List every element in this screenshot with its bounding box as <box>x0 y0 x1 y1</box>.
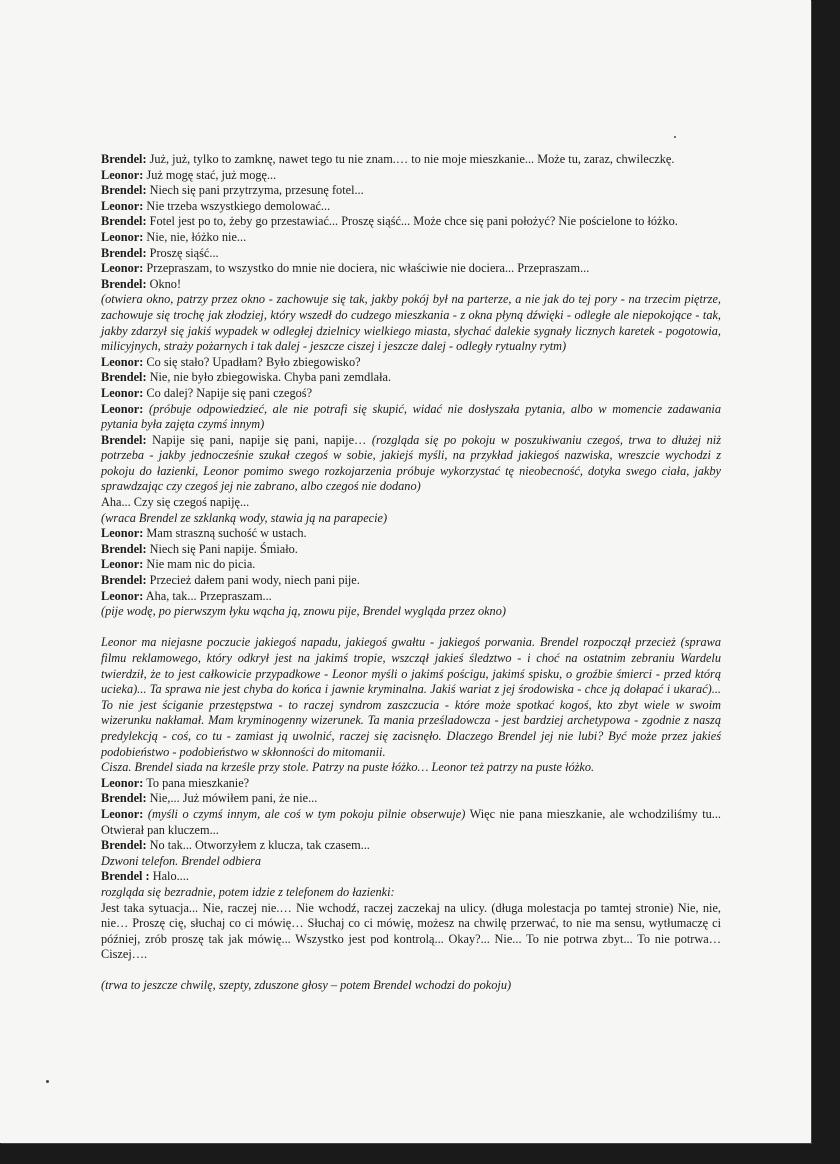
italic-text: (wraca Brendel ze szklanką wody, stawia ją na parapecie) <box>101 510 388 525</box>
dialogue-line <box>101 838 721 854</box>
speaker-name: Brendel: <box>101 838 147 853</box>
line-text: Okno! <box>146 276 182 291</box>
stage-direction <box>101 511 721 527</box>
speaker-name: Brendel : <box>101 869 150 884</box>
line-text: Halo.... <box>149 869 189 884</box>
text-line <box>101 901 721 963</box>
line-text: Fotel jest po to, żeby go przestawiać... Proszę siąść... Może chce się pani położyć? Nie pościelone to łóżko. <box>146 214 678 229</box>
speaker-name: Brendel: <box>101 791 147 806</box>
speaker-name: Brendel: <box>101 573 147 588</box>
dialogue-line <box>101 557 721 573</box>
speaker-name: Leonor: <box>101 588 144 603</box>
line-text: No tak... Otworzyłem z klucza, tak czasem... <box>146 838 370 853</box>
stage-direction <box>101 635 721 760</box>
dialogue-line <box>101 152 721 168</box>
stage-direction <box>101 885 721 901</box>
italic-text: (trwa to jeszcze chwilę, szepty, zduszone głosy – potem Brendel wchodzi do pokoju) <box>101 978 512 993</box>
dialogue-line <box>101 791 721 807</box>
dialogue-line <box>101 573 721 589</box>
italic-text: Leonor ma niejasne poczucie jakiegoś napadu, jakiegoś gwałtu - jakiegoś porwania. Brendel rozpoczął przecież (sprawa filmu reklamowego, który odkrył jest na jakimś tropie, wszczął jakieś śledztwo - i choć na ostatnim zebraniu Wardelu twierdził, że to jest całkowicie przypadkowe - Leonor myśli o jakimś pościgu, jakimś spisku, o groźbie śmierci - przed którą ucieka)... Ta sprawa nie jest chyba do końca i jawnie kryminalna. Jakiś wariat z jej środowiska - chce ją dołapać i ukarać)... To nie jest ściganie przestępstwa - to raczej syndrom zaszczucia - które może spotkać kogoś, kto zbyt wiele w swoim wizerunku nakłamał. Mam kryminogenny wizerunek. Ta mania prześladowcza - jest bardziej archetypowa - zgodnie z naszą predylekcją - coś, co tu - zamiast ją uwolnić, raczej się zacisnęło. Dlaczego Brendel jej nie lubi? Być może przez jakieś podobieństwo - podobieństwo w skłonności do mitomanii. <box>101 635 721 759</box>
script-text <box>101 152 721 994</box>
dialogue-line <box>101 370 721 386</box>
line-text: Przecież dałem pani wody, niech pani pije. <box>146 573 360 588</box>
line-text: Aha, tak... Przepraszam... <box>143 588 272 603</box>
speaker-name: Leonor: <box>101 806 144 821</box>
speaker-name: Leonor: <box>101 401 144 416</box>
speaker-name: Leonor: <box>101 354 144 369</box>
dialogue-line <box>101 433 721 495</box>
speaker-name: Leonor: <box>101 557 144 572</box>
speaker-name: Leonor: <box>101 775 144 790</box>
blank-line <box>101 620 721 636</box>
italic-text: (rozgląda się po pokoju w poszukiwaniu czegoś, trwa to dłużej niż potrzeba - jakby jednocześnie szukał czegoś w sobie, jakiejś myśli, na przykład jakiegoś nazwiska, wreszcie wychodzi z pokoju do łazienki, Leonor pomimo swego rozkojarzenia próbuje wykorzystać tę nieobecność, dotyka swego ciała, jakby sprawdzając czy czegoś jej nie zabrano, albo czegoś nie dodano) <box>101 432 721 494</box>
line-text: Niech się Pani napije. Śmiało. <box>146 541 298 556</box>
line-text: Niech się pani przytrzyma, przesunę fotel... <box>146 183 364 198</box>
speaker-name: Brendel: <box>101 183 147 198</box>
dialogue-line <box>101 869 721 885</box>
speaker-name: Leonor: <box>101 261 144 276</box>
italic-text: rozgląda się bezradnie, potem idzie z telefonem do łazienki: <box>101 884 395 899</box>
line-text: To pana mieszkanie? <box>143 775 250 790</box>
italic-text: (pije wodę, po pierwszym łyku wącha ją, znowu pije, Brendel wygląda przez okno) <box>101 604 506 619</box>
dialogue-line <box>101 386 721 402</box>
speaker-name: Brendel: <box>101 541 147 556</box>
line-text: Nie trzeba wszystkiego demolować... <box>143 198 331 213</box>
line-text: Już, już, tylko to zamknę, nawet tego tu nie znam.… to nie moje mieszkanie... Może tu, zaraz, chwileczkę. <box>146 152 675 166</box>
dialogue-line <box>101 277 721 293</box>
line-text: Co dalej? Napije się pani czegoś? <box>143 385 313 400</box>
speaker-name: Brendel: <box>101 152 147 166</box>
line-text: Przepraszam, to wszystko do mnie nie dociera, nic właściwie nie dociera... Przepraszam... <box>143 261 590 276</box>
line-text: Mam straszną suchość w ustach. <box>143 526 307 541</box>
line-text: Już mogę stać, już mogę... <box>143 167 277 182</box>
dialogue-line <box>101 402 721 433</box>
italic-text: (próbuje odpowiedzieć, ale nie potrafi się skupić, widać nie dosłyszała pytania, albo w momencie zadawania pytania była zajęta czymś innym) <box>101 401 721 432</box>
italic-text: Dzwoni telefon. Brendel odbiera <box>101 853 262 868</box>
speaker-name: Leonor: <box>101 229 144 244</box>
speaker-name: Brendel: <box>101 245 147 260</box>
speaker-name: Leonor: <box>101 198 144 213</box>
dialogue-line <box>101 807 721 838</box>
speaker-name: Brendel: <box>101 276 147 291</box>
dialogue-line <box>101 776 721 792</box>
text-line <box>101 495 721 511</box>
stage-direction <box>101 978 721 994</box>
line-text: Napije się pani, napije się pani, napije… <box>146 432 372 447</box>
speaker-name: Leonor: <box>101 385 144 400</box>
dialogue-line <box>101 168 721 184</box>
speaker-name: Brendel: <box>101 214 147 229</box>
dialogue-line <box>101 542 721 558</box>
italic-text: Cisza. Brendel siada na krześle przy stole. Patrzy na puste łóżko… Leonor też patrzy na puste łóżko. <box>101 760 595 775</box>
line-text: Nie mam nic do picia. <box>143 557 256 572</box>
dialogue-line <box>101 214 721 230</box>
line-text: Nie, nie było zbiegowiska. Chyba pani zemdlała. <box>146 370 392 385</box>
dialogue-line <box>101 183 721 199</box>
line-text: Jest taka sytuacja... Nie, raczej nie.… Nie wchodź, raczej zaczekaj na ulicy. (długa molestacja po tamtej stronie) Nie, nie, nie… Proszę cię, słuchaj co ci mówię… Słuchaj co ci mówię, możesz na chwilę przerwać, to nie ma sensu, wytłumaczę ci później, zrób proszę tak jak mówię... Wszystko jest pod kontrolą... Okay?... Nie... To nie potrwa zbyt... To nie potrwa… Ciszej…. <box>101 900 721 962</box>
dialogue-line <box>101 526 721 542</box>
line-text: Proszę siąść... <box>146 245 219 260</box>
stage-direction <box>101 760 721 776</box>
stage-direction <box>101 604 721 620</box>
dust-speck <box>46 1080 49 1083</box>
dialogue-line <box>101 199 721 215</box>
dialogue-line <box>101 246 721 262</box>
blank-line <box>101 963 721 979</box>
stage-direction <box>101 854 721 870</box>
italic-text: (myśli o czymś innym, ale coś w tym pokoju pilnie obserwuje) <box>143 806 466 821</box>
speaker-name: Leonor: <box>101 167 144 182</box>
line-text: Więc nie pana mieszkanie, ale wchodziliśmy tu... Otwierał pan kluczem... <box>101 806 721 837</box>
italic-text: (otwiera okno, patrzy przez okno - zachowuje się tak, jakby pokój był na parterze, a nie jak do tej pory - na trzecim piętrze, zachowuje się trochę jak złodziej, który wszedł do cudzego mieszkania - z okna płyną dźwięki - odległe ale niepokojące - tak, jakby zdarzył się jakiś wypadek w odległej dzielnicy wielkiego miasta, słychać dalekie sygnały licznych karetek - pogotowia, milicyjnych, straży pożarnych i tak dalej - jeszcze ciszej i jeszcze dalej - odległy rytualny rytm) <box>101 292 721 354</box>
dialogue-line <box>101 589 721 605</box>
dust-speck <box>674 136 676 138</box>
dialogue-line <box>101 230 721 246</box>
line-text: Aha... Czy się czegoś napiję... <box>101 495 250 510</box>
line-text: Nie,... Już mówiłem pani, że nie... <box>146 791 318 806</box>
speaker-name: Brendel: <box>101 370 147 385</box>
speaker-name: Leonor: <box>101 526 144 541</box>
speaker-name: Brendel: <box>101 432 147 447</box>
dialogue-line <box>101 355 721 371</box>
line-text: Co się stało? Upadłam? Było zbiegowisko? <box>143 354 361 369</box>
dialogue-line <box>101 261 721 277</box>
stage-direction <box>101 292 721 354</box>
line-text: Nie, nie, łóżko nie... <box>143 229 247 244</box>
